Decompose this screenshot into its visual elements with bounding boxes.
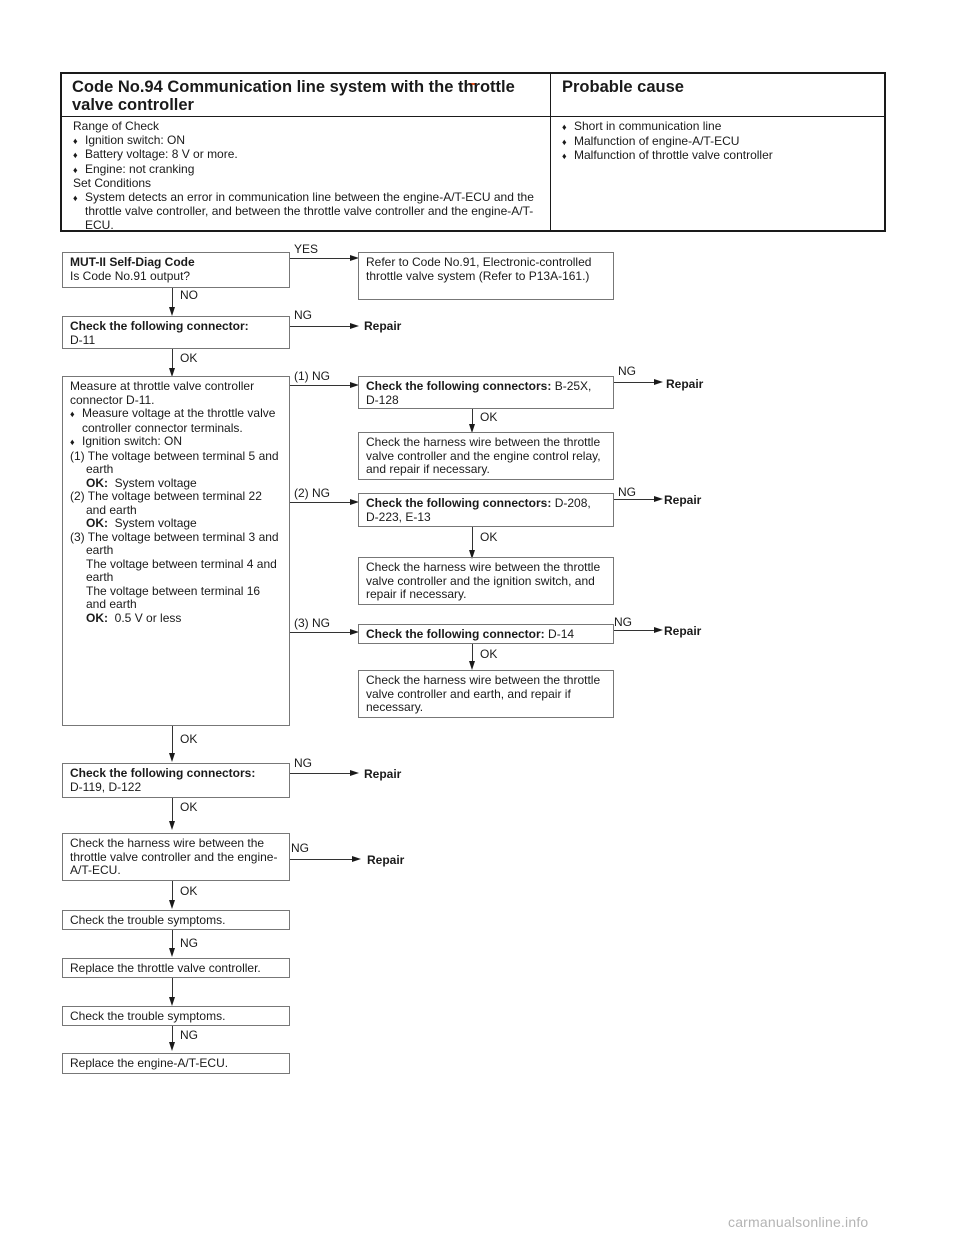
set-item: ♦ System detects an error in communication line between the engine-A/T-ECU and the throttle valve controller, and between the throttle valve controller and the engine-A/T-ECU. [73, 191, 543, 233]
arrow-right-icon [350, 770, 359, 776]
measure-item-3-ok: OK: 0.5 V or less [86, 610, 182, 625]
repair-label: Repair [666, 377, 704, 391]
replace-ecu-box: Replace the engine-A/T-ECU. [62, 1053, 290, 1074]
measure-item-2: (2) The voltage between terminal 22 and earth [70, 489, 262, 517]
probable-cause-title: Probable cause [562, 78, 684, 96]
cause-item: ♦ Malfunction of throttle valve controller [562, 149, 872, 164]
measure-bullet: ♦ Measure voltage at the throttle valve controller connector terminals. [70, 407, 282, 435]
ng-label: NG [618, 364, 636, 378]
arrow-down-icon [169, 900, 175, 909]
ng-line [290, 773, 350, 774]
branch3-connector-box: Check the following connector: D-14 [358, 624, 614, 644]
ok-line [172, 881, 173, 902]
branch1-harness-box: Check the harness wire between the throttle valve controller and the engine control relay, and repair if necessary. [358, 432, 614, 480]
no-line [172, 288, 173, 309]
measure-item-2-ok: OK: System voltage [86, 516, 197, 530]
cause-item: ♦ Malfunction of engine-A/T-ECU [562, 135, 872, 150]
measure-item-1-ok: OK: System voltage [86, 475, 197, 490]
ng-line [172, 930, 173, 950]
ok-line [172, 726, 173, 755]
branch3-label: (3) NG [294, 616, 330, 630]
cause-item: ♦ Short in communication line [562, 120, 872, 135]
arrow-down-icon [169, 997, 175, 1006]
arrow-right-icon [350, 323, 359, 329]
ng-label: NG [180, 1028, 198, 1042]
measure-intro: Measure at throttle valve controller connector D-11. [70, 379, 255, 407]
trouble-symptoms-box: Check the trouble symptoms. [62, 910, 290, 930]
yes-line [290, 258, 350, 259]
measure-voltage-box [62, 376, 290, 726]
range-heading: Range of Check [73, 119, 160, 133]
branch3-line [290, 632, 350, 633]
mut-self-diag-box [62, 252, 290, 288]
repair-label: Repair [364, 767, 402, 781]
ng-line [290, 859, 352, 860]
refer-code91-box [358, 252, 614, 300]
branch3-harness-box: Check the harness wire between the throttle valve controller and earth, and repair if necessary. [358, 670, 614, 718]
connector-d11-box [62, 316, 290, 349]
ok-line [472, 527, 473, 552]
replace-throttle-controller-box: Replace the throttle valve controller. [62, 958, 290, 978]
branch1-label: (1) NG [294, 369, 330, 383]
range-item: ♦ Engine: not cranking [73, 163, 543, 178]
connector-d119-box [62, 763, 290, 798]
measure-bullet: ♦ Ignition switch: ON [70, 435, 282, 450]
arrow-down-icon [169, 821, 175, 830]
ng-line [290, 326, 350, 327]
branch2-ng-line [614, 499, 654, 500]
arrow-down-icon [469, 661, 475, 670]
ok-label: OK [180, 800, 198, 814]
arrow-down-icon [169, 307, 175, 316]
measure-item-3-extra: The voltage between terminal 4 and earth [86, 556, 277, 584]
ng-label: NG [291, 841, 309, 855]
branch3-ng-line [614, 630, 654, 631]
code-title: Code No.94 Communication line system with the throttle valve controller [72, 78, 515, 114]
ng-label: NG [614, 615, 632, 629]
measure-item-1: (1) The voltage between terminal 5 and earth [70, 448, 279, 476]
branch2-connector-box: Check the following connectors: D-208, D-223, E-13 [358, 493, 614, 527]
ok-label: OK [480, 410, 498, 424]
range-item: ♦ Ignition switch: ON [73, 134, 543, 149]
yes-label: YES [294, 242, 319, 256]
branch2-harness-box: Check the harness wire between the throttle valve controller and the ignition switch, and repair if necessary. [358, 557, 614, 605]
arrow-down-icon [169, 948, 175, 957]
measure-item-3: (3) The voltage between terminal 3 and earth [70, 529, 279, 557]
repair-label: Repair [664, 624, 702, 638]
connector-id: D-119, D-122 [70, 779, 142, 794]
branch1-connector-box: Check the following connectors: B-25X, D-128 [358, 376, 614, 409]
ok-label: OK [180, 732, 198, 746]
ng-label: NG [180, 936, 198, 950]
watermark: carmanualsonline.info [728, 1214, 869, 1230]
refer-code91-text: Refer to Code No.91, Electronic-controlled throttle valve system (Refer to P13A-161.) [366, 255, 592, 283]
ng-label: NG [294, 308, 312, 322]
branch1-line [290, 385, 350, 386]
ok-label: OK [480, 647, 498, 661]
repair-label: Repair [364, 319, 402, 333]
code-header-table [60, 72, 886, 232]
harness-ecu-box: Check the harness wire between the throttle valve controller and the engine-A/T-ECU. [62, 833, 290, 881]
arrow-right-icon [654, 496, 663, 502]
ok-label: OK [180, 884, 198, 898]
branch2-label: (2) NG [294, 486, 330, 500]
table-divider-vertical [550, 74, 551, 230]
ng-label: NG [618, 485, 636, 499]
measure-item-3-extra: The voltage between terminal 16 and earth [86, 583, 261, 611]
ng-label: NG [294, 756, 312, 770]
connector-check-title: Check the following connector: [70, 319, 249, 333]
arrow-down-icon [169, 1042, 175, 1051]
branch1-ng-line [614, 382, 654, 383]
set-heading: Set Conditions [73, 176, 152, 190]
range-item: ♦ Battery voltage: 8 V or more. [73, 148, 543, 163]
no-label: NO [180, 288, 198, 302]
connector-id: D-11 [70, 332, 96, 347]
mut-question: Is Code No.91 output? [70, 268, 191, 283]
table-divider-horizontal [62, 116, 884, 117]
arrow-down-icon [169, 753, 175, 762]
check-conditions [73, 120, 543, 232]
arrow-right-icon [654, 379, 663, 385]
repair-label: Repair [664, 493, 702, 507]
ok-label: OK [480, 530, 498, 544]
branch2-line [290, 502, 350, 503]
ok-line [172, 798, 173, 823]
ok-line [172, 349, 173, 370]
flow-line [172, 978, 173, 999]
connector-check-title: Check the following connectors: [70, 766, 256, 780]
probable-causes [562, 120, 872, 164]
repair-label: Repair [367, 853, 405, 867]
trouble-symptoms-box: Check the trouble symptoms. [62, 1006, 290, 1026]
arrow-right-icon [352, 856, 361, 862]
arrow-right-icon [654, 627, 663, 633]
mut-title: MUT-II Self-Diag Code [70, 255, 195, 269]
ok-label: OK [180, 351, 198, 365]
